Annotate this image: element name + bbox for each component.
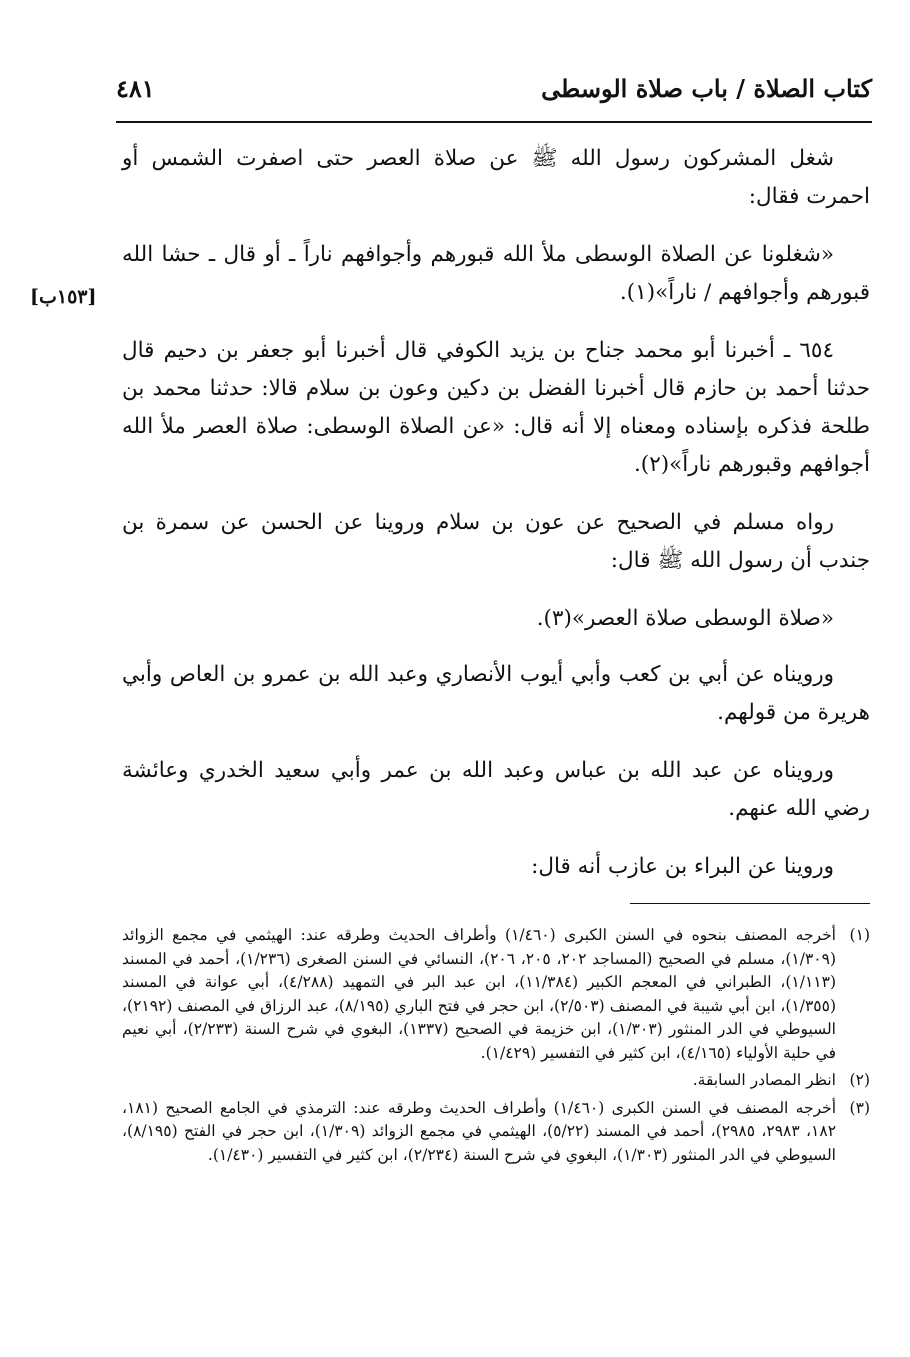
chapter-title: كتاب الصلاة / باب صلاة الوسطى xyxy=(541,74,872,103)
footnote-text: أخرجه المصنف في السنن الكبرى (١/٤٦٠) وأطراف الحديث وطرقه عند: الترمذي في الجامع الصحيح (١٨١، ١٨٢، ٢٩٨٣، ٢٩٨٥)، أحمد في المسند (٥/٢٢)، الهيثمي في مجمع الزوائد (١/٣٠٩)، ابن حجر في الفتح (٨/١٩٥)، السيوطي في الدر المنثور (١/٣٠٣)، البغوي في شرح السنة (٢/٢٣٤)، ابن كثير في التفسير (١/٤٣٠). xyxy=(122,1098,837,1164)
main-text xyxy=(122,140,870,906)
paragraph: وروينا عن البراء بن عازب أنه قال: xyxy=(531,854,834,879)
hadith-quote: «شغلونا عن الصلاة الوسطى ملأ الله قبورهم وأجوافهم ناراً ـ أو قال ـ حشا الله قبورهم وأجوافهم / ناراً»(١). xyxy=(122,242,870,305)
header-divider xyxy=(116,121,872,123)
paragraph: ورويناه عن أبي بن كعب وأبي أيوب الأنصاري وعبد الله بن عمرو بن العاص وأبي هريرة من قولهم. xyxy=(122,662,870,725)
footnote-text: انظر المصادر السابقة. xyxy=(692,1071,836,1089)
footnote xyxy=(122,1097,870,1168)
hadith-quote: «صلاة الوسطى صلاة العصر»(٣). xyxy=(536,606,834,631)
paragraph: ورويناه عن عبد الله بن عباس وعبد الله بن عمر وأبي سعيد الخدري وعائشة رضي الله عنهم. xyxy=(122,758,870,821)
footnote-marker: (٢) xyxy=(849,1071,870,1089)
running-header xyxy=(116,74,872,114)
footnote-text: أخرجه المصنف بنحوه في السنن الكبرى (١/٤٦٠) وأطراف الحديث وطرقه عند: الهيثمي في مجمع الزوائد (١/٣٠٩)، مسلم في الصحيح (المساجد ٢٠٢، ٢٠٥، ٢٠٦)، النسائي في السنن الصغرى (١/٢٣٦)، أحمد في المسند (١/١١٣)، الطبراني في المعجم الكبير (١١/٣٨٤)، ابن عبد البر في التمهيد (٤/٢٨٨)، أبي عوانة في المسند (١/٣٥٥)، ابن أبي شيبة في المصنف (٢/٥٠٣)، ابن حجر في فتح الباري (٨/١٩٥)، عبد الرزاق في المصنف (٢١٩٢)، السيوطي في الدر المنثور (١/٣٠٣)، ابن خزيمة في الصحيح (١٣٣٧)، البغوي في شرح السنة (٢/٢٣٣)، أبي نعيم في حلية الأولياء (٤/١٦٥)، ابن كثير في التفسير (١/٤٢٩). xyxy=(122,926,837,1062)
footnote-marker: (٣) xyxy=(849,1098,870,1117)
footnote-divider xyxy=(630,903,870,904)
footnote xyxy=(122,1069,870,1093)
paragraph: رواه مسلم في الصحيح عن عون بن سلام وروينا عن الحسن عن سمرة بن جندب أن رسول الله ﷺ قال: xyxy=(122,510,870,573)
footnote-marker: (١) xyxy=(849,926,870,944)
page-number: ٤٨١ xyxy=(116,74,155,103)
hadith-chain-paragraph: ٦٥٤ ـ أخبرنا أبو محمد جناح بن يزيد الكوفي قال أخبرنا أبو جعفر بن دحيم قال حدثنا أحمد بن حازم قال أخبرنا الفضل بن دكين وعون بن سلام قالا: حدثنا محمد بن طلحة فذكره بإسناده ومعناه إلا أنه قال: «عن الصلاة الوسطى: صلاة العصر ملأ الله أجوافهم وقبورهم ناراً»(٢). xyxy=(122,338,870,477)
manuscript-folio-marker: [١٥٣ب] xyxy=(30,286,97,308)
footnote xyxy=(122,924,870,1065)
paragraph: شغل المشركون رسول الله ﷺ عن صلاة العصر حتى اصفرت الشمس أو احمرت فقال: xyxy=(122,146,870,209)
footnotes xyxy=(122,924,870,1171)
